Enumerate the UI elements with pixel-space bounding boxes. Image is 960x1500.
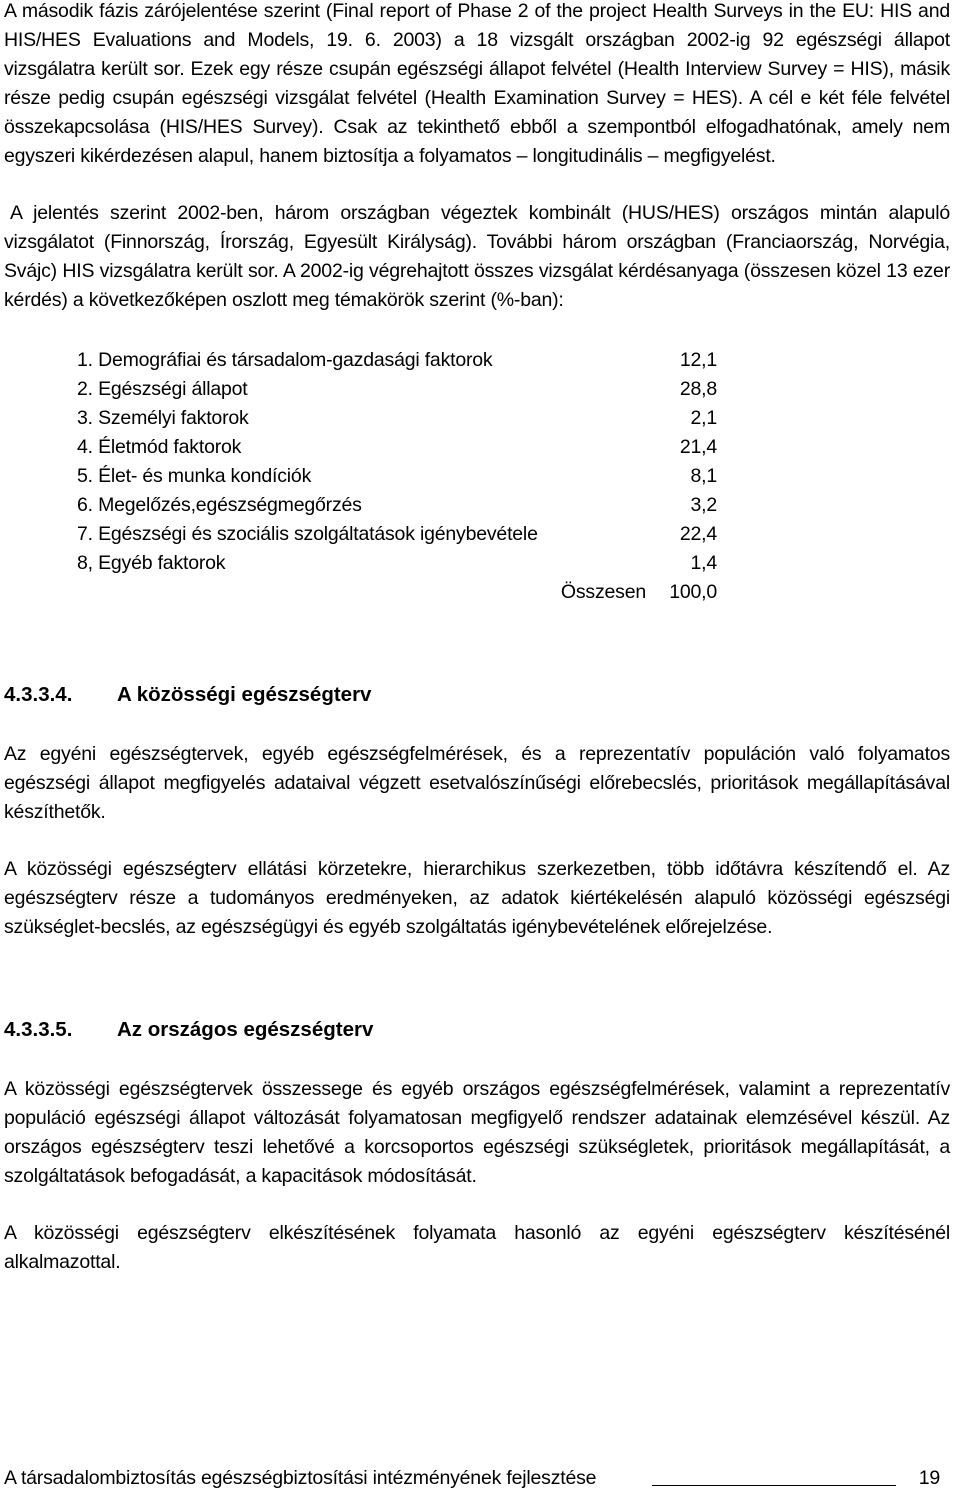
list-item xyxy=(77,375,717,404)
list-item xyxy=(77,520,717,549)
topic-label: 8, Egyéb faktorok xyxy=(77,552,226,574)
list-item xyxy=(77,549,717,578)
total-row xyxy=(77,578,717,607)
topic-label: 4. Életmód faktorok xyxy=(77,436,242,458)
topic-value: 2,1 xyxy=(690,407,717,429)
section-number: 4.3.3.4. xyxy=(4,683,73,706)
section-title: Az országos egészségterv xyxy=(117,1018,374,1041)
list-item xyxy=(77,491,717,520)
page-footer xyxy=(4,1464,950,1492)
section-number: 4.3.3.5. xyxy=(4,1018,73,1041)
topic-label: 2. Egészségi állapot xyxy=(77,378,248,400)
topic-value: 21,4 xyxy=(679,436,717,458)
topic-label: 7. Egészségi és szociális szolgáltatások igénybevétele xyxy=(77,523,538,545)
section-heading-national-plan xyxy=(4,1015,950,1045)
topic-value: 22,4 xyxy=(679,523,717,545)
paragraph-report-2002: A jelentés szerint 2002-ben, három országban végeztek kombinált (HUS/HES) országos mintán alapuló vizsgálatot (Finnország, Írország, Egyesült Királyság). További három országban (Franciaország, Norvégia, Svájc) HIS vizsgálatra került sor. A 2002-ig végrehajtott összes vizsgálat kérdésanyaga (összesen közel 13 ezer kérdés) a következőképen oszlott meg témakörök szerint (%-ban): xyxy=(4,202,950,311)
list-item xyxy=(77,433,717,462)
topic-value: 28,8 xyxy=(679,378,717,400)
paragraph-final-report: A második fázis zárójelentése szerint (Final report of Phase 2 of the project Health Surveys in the EU: HIS and HIS/HES Evaluations and Models, 19. 6. 2003) a 18 vizsgált országban 2002-ig 92 egészségi állapot vizsgálatra került sor. Ezek egy része csupán egészségi állapot felvétel (Health Interview Survey = HIS), másik része pedig csupán egészségi vizsgálat felvétel (Health Examination Survey = HES). A cél e két féle felvétel összekapcsolása (HIS/HES Survey). Csak az tekinthető ebből a szempontból elfogadhatónak, amely nem egyszeri kikérdezésen alapul, hanem biztosítja a folyamatos – longitudinális – megfigyelést. xyxy=(4,0,950,167)
paragraph-individual-plans: Az egyéni egészségtervek, egyéb egészségfelmérések, és a reprezentatív populáción való folyamatos egészségi állapot megfigyelés adataival végzett esetvalószínűségi előrebecslés, prioritások megállapításával készíthetők. xyxy=(4,743,950,823)
topic-value: 12,1 xyxy=(679,349,717,371)
footer-rule xyxy=(652,1485,896,1486)
total-value: 100,0 xyxy=(669,581,717,603)
list-item xyxy=(77,462,717,491)
list-item xyxy=(77,346,717,375)
topic-value: 8,1 xyxy=(690,465,717,487)
topic-value: 3,2 xyxy=(690,494,717,516)
topic-label: 1. Demográfiai és társadalom-gazdasági faktorok xyxy=(77,349,493,371)
topic-label: 5. Élet- és munka kondíciók xyxy=(77,465,312,487)
topic-distribution-list xyxy=(77,346,717,607)
total-label: Összesen xyxy=(560,581,646,603)
list-item xyxy=(77,404,717,433)
paragraph-national-plan: A közösségi egészségtervek összessege és egyéb országos egészségfelmérések, valamint a reprezentatív populáció egészségi állapot változását folyamatosan megfigyelő rendszer adatainak elemzésével készül. Az országos egészségterv teszi lehetővé a korcsoportos egészségi szükségletek, prioritások megállapítását, a szolgáltatások befogadását, a kapacitások módosítását. xyxy=(4,1078,950,1187)
topic-label: 3. Személyi faktorok xyxy=(77,407,249,429)
document-page xyxy=(4,0,950,1277)
topic-value: 1,4 xyxy=(690,552,717,574)
section-title: A közösségi egészségterv xyxy=(117,683,372,706)
page-number: 19 xyxy=(918,1467,940,1489)
paragraph-process: A közösségi egészségterv elkészítésének folyamata hasonló az egyéni egészségterv készítésénél alkalmazottal. xyxy=(4,1222,950,1273)
section-heading-community-plan xyxy=(4,680,950,710)
footer-title: A társadalombiztosítás egészségbiztosítási intézményének fejlesztése xyxy=(4,1467,597,1489)
topic-label: 6. Megelőzés,egészségmegőrzés xyxy=(77,494,362,516)
paragraph-community-plan: A közösségi egészségterv ellátási körzetekre, hierarchikus szerkezetben, több időtávra készítendő el. Az egészségterv része a tudományos eredményeken, az adatok kiértékelésén alapuló közösségi egészségi szükséglet-becslés, az egészségügyi és egyéb szolgáltatás igénybevételének előrejelzése. xyxy=(4,858,950,938)
